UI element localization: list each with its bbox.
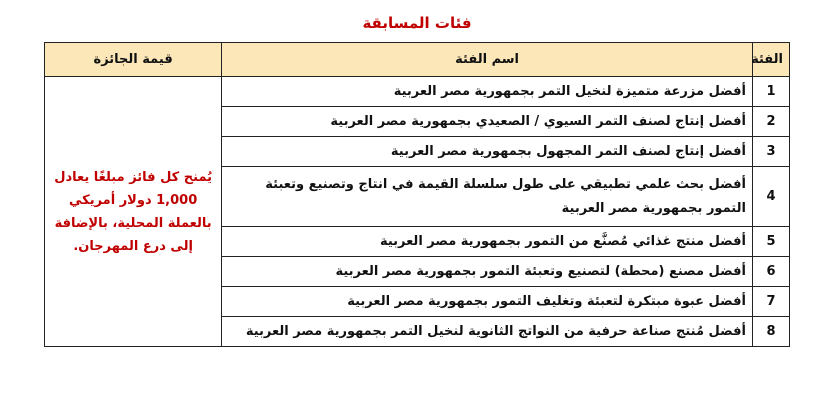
table-header-row	[45, 43, 790, 77]
category-name: أفضل منتج غذائي مُصنَّع من التمور بجمهورية مصر العربية	[222, 227, 753, 257]
category-name: أفضل مصنع (محطة) لتصنيع وتعبئة التمور بجمهورية مصر العربية	[222, 257, 753, 287]
category-number: 2	[752, 107, 789, 137]
category-number: 7	[752, 287, 789, 317]
table-row	[45, 77, 790, 107]
header-prize-value: قيمة الجائزة	[45, 43, 222, 77]
category-number: 6	[752, 257, 789, 287]
header-category-name: اسم الفئة	[222, 43, 753, 77]
prize-description: يُمنح كل فائز مبلغًا يعادل 1,000 دولار أمريكي بالعملة المحلية، بالإضافة إلى درع المهرجان.	[45, 77, 222, 347]
category-name: أفضل مُنتج صناعة حرفية من النواتج الثانوية لنخيل التمر بجمهورية مصر العربية	[222, 317, 753, 347]
category-number: 3	[752, 137, 789, 167]
category-name: أفضل عبوة مبتكرة لتعبئة وتغليف التمور بجمهورية مصر العربية	[222, 287, 753, 317]
category-name: أفضل بحث علمي تطبيقي على طول سلسلة القيمة في انتاج وتصنيع وتعبئة التمور بجمهورية مصر العربية	[222, 167, 753, 227]
category-name: أفضل إنتاج لصنف التمر السيوي / الصعيدي بجمهورية مصر العربية	[222, 107, 753, 137]
page-title: فئات المسابقة	[362, 14, 472, 32]
category-number: 5	[752, 227, 789, 257]
category-number: 1	[752, 77, 789, 107]
category-number: 4	[752, 167, 789, 227]
category-name: أفضل إنتاج لصنف التمر المجهول بجمهورية مصر العربية	[222, 137, 753, 167]
competition-categories-table	[44, 42, 790, 347]
category-number: 8	[752, 317, 789, 347]
header-category-number: الفئة	[752, 43, 789, 77]
category-name: أفضل مزرعة متميزة لنخيل التمر بجمهورية مصر العربية	[222, 77, 753, 107]
